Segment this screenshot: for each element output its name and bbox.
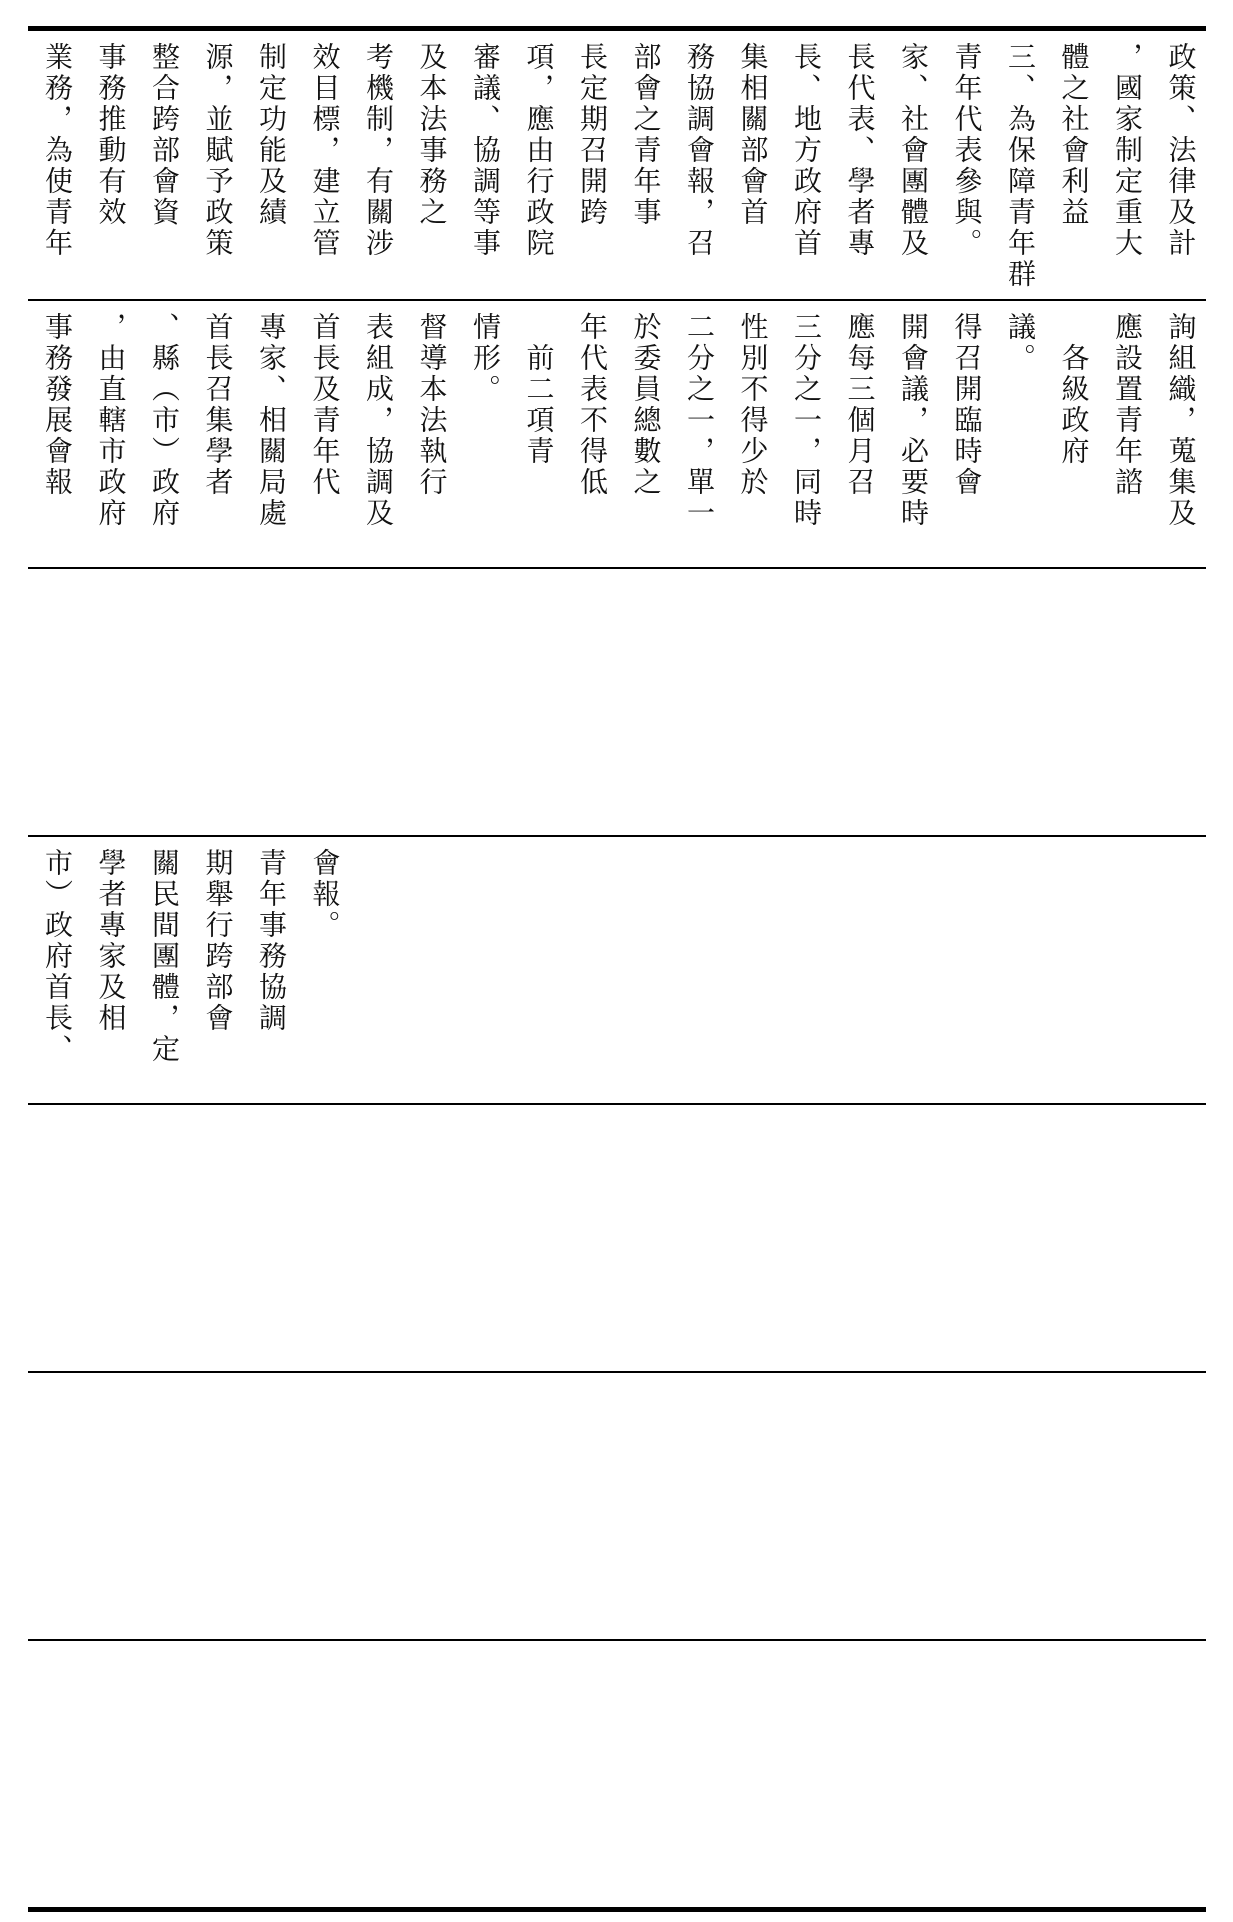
text-column: 整合跨部會資 bbox=[148, 42, 181, 228]
text-column: 長代表、學者專 bbox=[843, 42, 877, 259]
text-band-3 bbox=[28, 574, 1206, 834]
text-column: 效目標，建立管 bbox=[308, 42, 342, 259]
row-divider bbox=[28, 1639, 1206, 1641]
text-column: 應每三個月召 bbox=[843, 312, 877, 498]
text-column: 部會之青年事 bbox=[629, 42, 663, 228]
text-column: 開會議，必要時 bbox=[897, 312, 930, 529]
text-column: 事務推動有效 bbox=[94, 42, 128, 228]
text-column: 三、為保障青年群 bbox=[1004, 42, 1037, 290]
text-column: 長、地方政府首 bbox=[790, 42, 823, 259]
text-column: 年代表不得低 bbox=[576, 312, 609, 498]
text-column: 考機制，有關涉 bbox=[362, 42, 395, 259]
text-column: 情形。 bbox=[469, 312, 502, 405]
text-column: 詢組織，蒐集及 bbox=[1164, 312, 1198, 529]
text-column: 專家、相關局處 bbox=[255, 312, 288, 529]
text-band-4 bbox=[28, 842, 1206, 1102]
text-column: 事務發展會報 bbox=[41, 312, 74, 498]
text-column: 體之社會利益 bbox=[1057, 42, 1091, 228]
text-column: 政策、法律及計 bbox=[1164, 42, 1198, 259]
text-column: 學者專家及相 bbox=[94, 848, 128, 1034]
text-column: 於委員總數之 bbox=[629, 312, 663, 498]
text-column: 青年事務協調 bbox=[255, 848, 288, 1034]
row-divider bbox=[28, 1371, 1206, 1373]
text-column: 集相關部會首 bbox=[736, 42, 770, 228]
bottom-rule bbox=[28, 1907, 1206, 1912]
row-divider bbox=[28, 299, 1206, 301]
text-column: 二分之一，單一 bbox=[683, 312, 716, 529]
row-divider bbox=[28, 1103, 1206, 1105]
text-column: 議。 bbox=[1004, 312, 1037, 374]
text-column: 督導本法執行 bbox=[415, 312, 449, 498]
text-column: 應設置青年諮 bbox=[1111, 312, 1144, 498]
text-column: 首長及青年代 bbox=[308, 312, 342, 498]
text-column: 期舉行跨部會 bbox=[201, 848, 235, 1034]
text-column: 制定功能及績 bbox=[255, 42, 288, 228]
text-column: 業務，為使青年 bbox=[41, 42, 74, 259]
text-column: 前二項青 bbox=[522, 312, 556, 467]
text-column: 及本法事務之 bbox=[415, 42, 449, 228]
text-column: 、縣（市）政府 bbox=[148, 312, 181, 529]
text-column: 家、社會團體及 bbox=[897, 42, 930, 259]
text-column: 各級政府 bbox=[1057, 312, 1091, 467]
text-column: 表組成，協調及 bbox=[362, 312, 395, 529]
text-column: 源，並賦予政策 bbox=[201, 42, 235, 259]
text-column: 市）政府首長、 bbox=[41, 848, 74, 1065]
text-column: ，國家制定重大 bbox=[1111, 42, 1144, 259]
text-column: 性別不得少於 bbox=[736, 312, 770, 498]
text-column: 項，應由行政院 bbox=[522, 42, 556, 259]
text-band-1 bbox=[28, 36, 1206, 298]
text-column: 得召開臨時會 bbox=[950, 312, 984, 498]
text-column: ，由直轄市政府 bbox=[94, 312, 128, 529]
text-column: 務協調會報，召 bbox=[683, 42, 716, 259]
text-column: 青年代表參與。 bbox=[950, 42, 984, 259]
row-divider bbox=[28, 835, 1206, 837]
text-column: 長定期召開跨 bbox=[576, 42, 609, 228]
text-band-2 bbox=[28, 306, 1206, 566]
text-column: 關民間團體，定 bbox=[148, 848, 181, 1065]
row-divider bbox=[28, 567, 1206, 569]
text-column: 三分之一，同時 bbox=[790, 312, 823, 529]
text-column: 首長召集學者 bbox=[201, 312, 235, 498]
text-band-7 bbox=[28, 1646, 1206, 1906]
text-band-6 bbox=[28, 1378, 1206, 1638]
text-column: 審議、協調等事 bbox=[469, 42, 502, 259]
text-band-5 bbox=[28, 1110, 1206, 1370]
top-rule bbox=[28, 26, 1206, 31]
text-column: 會報。 bbox=[308, 848, 342, 941]
